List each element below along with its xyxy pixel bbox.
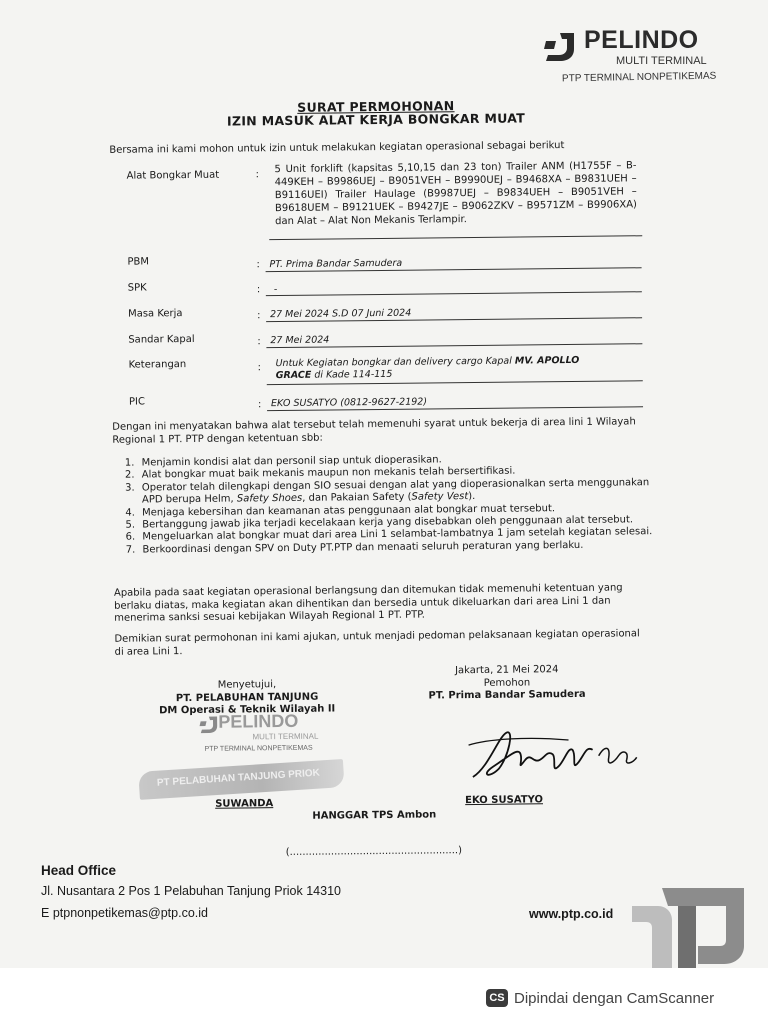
signature-blank: (.....................................................): [285, 845, 463, 859]
approver-company: PT. PELABUHAN TANJUNG: [175, 691, 319, 704]
underline: [266, 291, 642, 296]
camscanner-icon: CS: [486, 989, 508, 1007]
colon: :: [257, 310, 261, 322]
company-stamp: [132, 712, 348, 806]
field-value-pbm: PT. Prima Bandar Samudera: [269, 257, 403, 271]
footer-email: E ptpnonpetikemas@ptp.co.id: [41, 906, 208, 920]
letter-title: SURAT PERMOHONAN: [297, 98, 455, 115]
applicant-role: Pemohon: [483, 676, 531, 689]
hangar-label: HANGGAR TPS Ambon: [312, 809, 437, 822]
closing-paragraph: Demikian surat permohonan ini kami ajukan, untuk menjadi pedoman pelaksanaan kegiatan operasional di area Lini 1.: [114, 628, 640, 658]
field-label-spk: SPK: [127, 282, 147, 294]
list-item: 3. Operator telah dilengkapi dengan SIO sesuai dengan alat yang dioperasionalkan serta menggunakan APD berupa Helm, Safety Shoes, dan Pakaian Safety (Safety Vest).: [138, 477, 668, 507]
field-label-keterangan: Keterangan: [128, 359, 187, 371]
ptp-logo-icon: [632, 884, 750, 968]
consequence-paragraph: Apabila pada saat kegiatan operasional berlangsung dan ditemukan tidak memenuhi ketentuan yang berlaku diatas, maka kegiatan akan dihentikan dan bersedia untuk dikeluarkan dari area Lini 1 dan menerima sanksi sesuai kebijakan Wilayah Regional 1 PT. PTP.: [113, 582, 623, 624]
camscanner-text: Dipindai dengan CamScanner: [514, 989, 715, 1007]
logo-brand: PELINDO: [584, 26, 699, 54]
conditions-list: [118, 452, 669, 557]
colon: :: [257, 362, 262, 374]
field-value-spk: -: [273, 284, 278, 296]
list-item: 1. Menjamin kondisi alat dan personil siap untuk dioperasikan.: [138, 452, 668, 470]
colon: :: [255, 169, 260, 181]
list-item: 4. Menjaga kebersihan dan keamanan atas penggunaan alat bongkar muat tersebut.: [138, 502, 668, 520]
field-label-sandar-kapal: Sandar Kapal: [128, 333, 195, 346]
list-item: 5. Bertanggung jawab jika terjadi kecelakaan kerja yang disebabkan oleh penggunaan alat tersebut.: [138, 514, 668, 532]
logo-subtitle: MULTI TERMINAL: [616, 55, 707, 67]
place-date: Jakarta, 21 Mei 2024: [455, 664, 559, 677]
applicant-signature-block: [412, 664, 602, 703]
field-value-keterangan: Untuk Kegiatan bongkar dan delivery cargo Kapal MV. APOLLO GRACE di Kade 114-115: [275, 354, 580, 382]
approver-position: DM Operasi & Teknik Wilayah II: [159, 703, 336, 717]
field-value-alat: 5 Unit forklift (kapsitas 5,10,15 dan 23 ton) Trailer ANM (H1755F – B-449KEH – B9986UEJ – B9051VEH – B9990UEJ – B9468XA – B9831UEH – B9116UEI) Trailer Haulage (B9987UEJ – B9834UEH – B9051VEH – B9618UEM – B9121UEK – B9427JE – B9062ZKV – B9571ZM – B9906XA) dan Alat – Alat Non Mekanis Terlampir.: [274, 160, 637, 228]
statement-text: Dengan ini menyatakan bahwa alat tersebut telah memenuhi syarat untuk bekerja di area lini 1 Wilayah Regional 1 PT. PTP dengan ketentuan sbb:: [112, 416, 636, 446]
approver-name: SUWANDA: [215, 798, 274, 810]
applicant-name: EKO SUSATYO: [465, 794, 544, 807]
camscanner-watermark: [486, 984, 714, 1012]
field-label-pic: PIC: [128, 396, 145, 408]
colon: :: [257, 336, 261, 348]
field-label-masa-kerja: Masa Kerja: [127, 308, 183, 320]
stamp-band: PT PELABUHAN TANJUNG PRIOK: [138, 759, 344, 800]
footer-title: Head Office: [41, 863, 117, 878]
stamp-brand: PELINDO: [218, 710, 299, 732]
footer-website: www.ptp.co.id: [529, 907, 614, 921]
field-value-pic: EKO SUSATYO (0812-9627-2192): [270, 396, 428, 410]
applicant-company: PT. Prima Bandar Samudera: [428, 688, 586, 702]
field-value-masa-kerja: 27 Mei 2024 S.D 07 Juni 2024: [269, 307, 412, 321]
colon: :: [256, 259, 260, 271]
list-item: 7. Berkoordinasi dengan SPV on Duty PT.PTP dan menaati seluruh peraturan yang berlaku.: [138, 539, 668, 557]
colon: :: [257, 399, 262, 411]
pelindo-logo-icon: [198, 714, 218, 736]
field-value-sandar-kapal: 27 Mei 2024: [270, 334, 330, 347]
list-item: 6. Mengeluarkan alat bongkar muat dari area Lini 1 selambat-lambatnya 1 jam setelah kegiatan selesai.: [138, 526, 668, 544]
approval-label: Menyetujui,: [217, 679, 277, 691]
applicant-signature: [458, 715, 659, 787]
list-item: 2. Alat bongkar muat baik mekanis maupun non mekanis telah bersertifikasi.: [138, 464, 668, 482]
colon: :: [256, 284, 261, 296]
underline: [269, 235, 642, 240]
footer-address: Jl. Nusantara 2 Pos 1 Pelabuhan Tanjung Priok 14310: [41, 884, 341, 898]
stamp-subtitle: MULTI TERMINAL: [252, 731, 319, 742]
letter-subtitle: IZIN MASUK ALAT KERJA BONGKAR MUAT: [226, 110, 526, 129]
intro-text: Bersama ini kami mohon untuk izin untuk melakukan kegiatan operasional sebagai berikut: [109, 140, 565, 156]
field-label-pbm: PBM: [127, 256, 150, 268]
stamp-unit: PTP TERMINAL NONPETIKEMAS: [204, 744, 313, 753]
field-label-alat: Alat Bongkar Muat: [126, 169, 220, 182]
logo-unit: PTP TERMINAL NONPETIKEMAS: [561, 70, 717, 85]
